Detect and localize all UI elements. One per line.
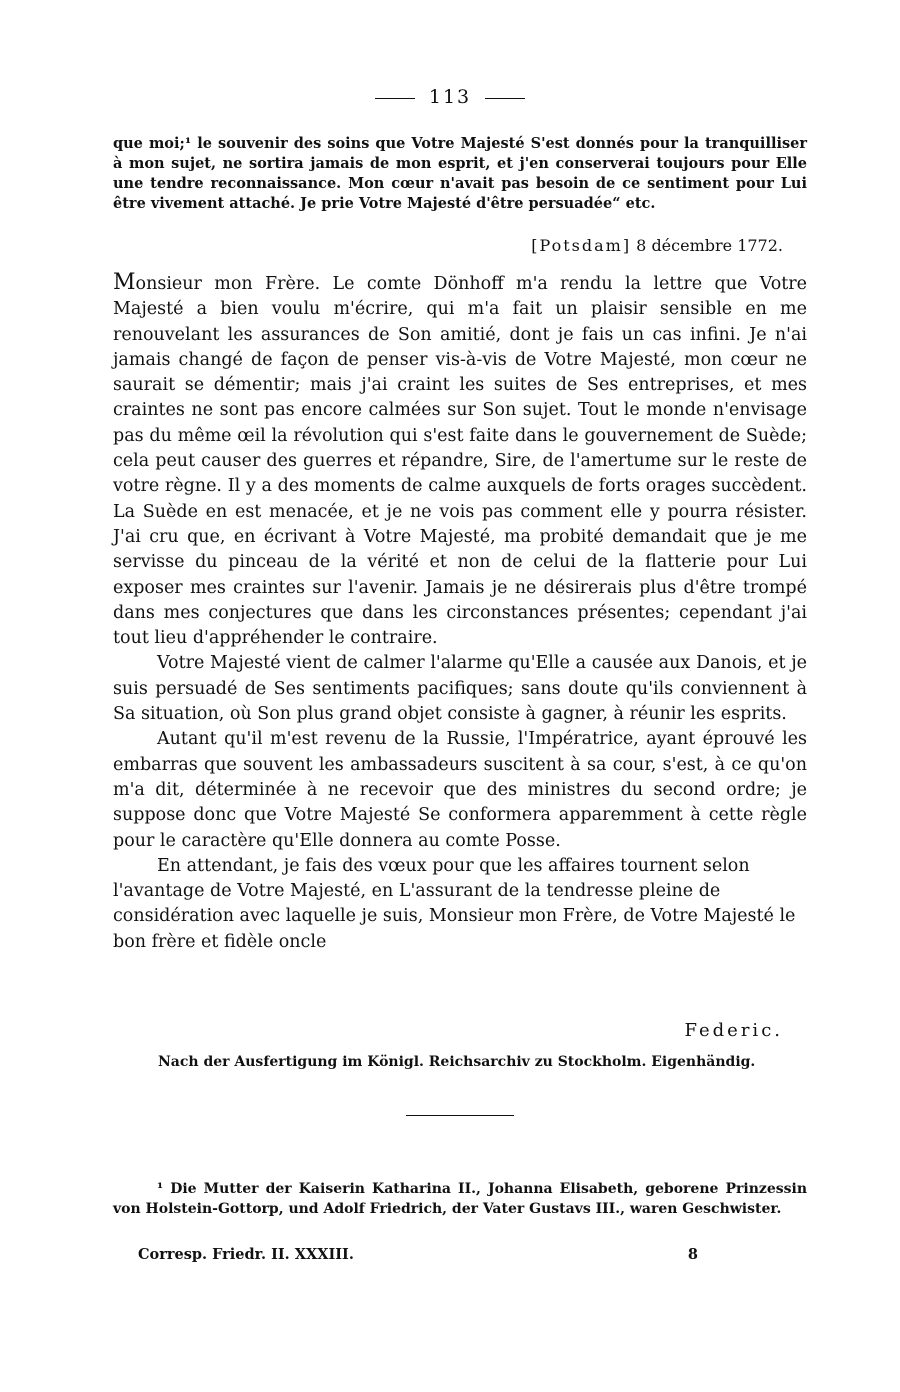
letter-body (113, 270, 807, 955)
header-rule-left (375, 98, 415, 99)
source-note: Nach der Ausfertigung im Königl. Reichsarchiv zu Stockholm. Eigenhändig. (158, 1054, 756, 1070)
footnote: ¹ Die Mutter der Kaiserin Katharina II., Johanna Elisabeth, geborene Prinzessin von Holstein-Gottorp, und Adolf Friedrich, der Vater Gustavs III., waren Geschwister. (113, 1181, 807, 1217)
previous-letter-ending: que moi;¹ le souvenir des soins que Votre Majesté S'est donnés pour la tranquilliser à mon sujet, ne sortira jamais de mon esprit, et j'en conserverai toujours pour Elle une tendre reconnaissance. Mon cœur n'avait pas besoin de ce sentiment pour Lui être vivement attaché. Je prie Votre Majesté d'être persuadée“ etc. (113, 135, 807, 212)
paragraph-text: onsieur mon Frère. Le comte Dönhoff m'a rendu la lettre que Votre Majesté a bien voulu m'écrire, qui m'a fait un plaisir sensible en me renouvelant les assurances de Son amitié, dont je fais un cas infini. Je n'ai jamais changé de façon de penser vis-à-vis de Votre Majesté, mon cœur ne saurait se démentir; mais j'ai craint les suites de Ses entreprises, et mes craintes ne sont pas encore calmées sur Son sujet. Tout le monde n'envisage pas du même œil la révolution qui s'est faite dans le gouvernement de Suède; cela peut causer des guerres et répandre, Sire, de l'amertume sur le reste de votre règne. Il y a des moments de calme auxquels de forts orages succèdent. La Suède en est menacée, et je ne vois pas comment elle y pourra résister. J'ai cru que, en écrivant à Votre Majesté, ma probité demandait que je me servisse du pinceau de la vérité et non de celui de la flatterie pour Lui exposer mes craintes sur l'avenir. Jamais je ne désirerais plus d'être trompé dans mes conjectures que dans les circonstances présentes; cependant j'ai tout lieu d'appréhender le contraire. (113, 274, 807, 649)
letter-place: [Potsdam] (531, 236, 632, 255)
letter-paragraph: Votre Majesté vient de calmer l'alarme qu'Elle a causée aux Danois, et je suis persuadé de Ses sentiments pacifiques; sans doute qu'ils conviennent à Sa situation, où Son plus grand objet consiste à gagner, à réunir les esprits. (113, 653, 807, 725)
letter-date: 8 décembre 1772. (636, 236, 783, 255)
letter-signature: Federic. (684, 1020, 783, 1041)
letter-paragraph: Autant qu'il m'est revenu de la Russie, l'Impératrice, ayant éprouvé les embarras que souvent les ambassadeurs suscitent à sa cour, s'est, à ce qu'on m'a dit, déterminée à ne recevoir que des ministres du second ordre; je suppose donc que Votre Majesté Se conformera apparemment à cette règle pour le caractère qu'Elle donnera au comte Posse. (113, 729, 807, 851)
page-header (0, 86, 900, 108)
header-rule-right (485, 98, 525, 99)
volume-reference: Corresp. Friedr. II. XXXIII. (138, 1246, 354, 1263)
letter-paragraph (113, 270, 807, 651)
signature-mark: 8 (687, 1246, 698, 1263)
letter-dateline (531, 236, 783, 255)
page-number: 113 (428, 86, 472, 108)
section-divider (406, 1115, 514, 1116)
salutation-initial: M (113, 270, 136, 295)
letter-paragraph: En attendant, je fais des vœux pour que les affaires tournent selon l'avantage de Votre Majesté, en L'assurant de la tendresse pleine de considération avec laquelle je suis, Monsieur mon Frère, de Votre Majesté le bon frère et fidèle oncle (113, 855, 796, 952)
